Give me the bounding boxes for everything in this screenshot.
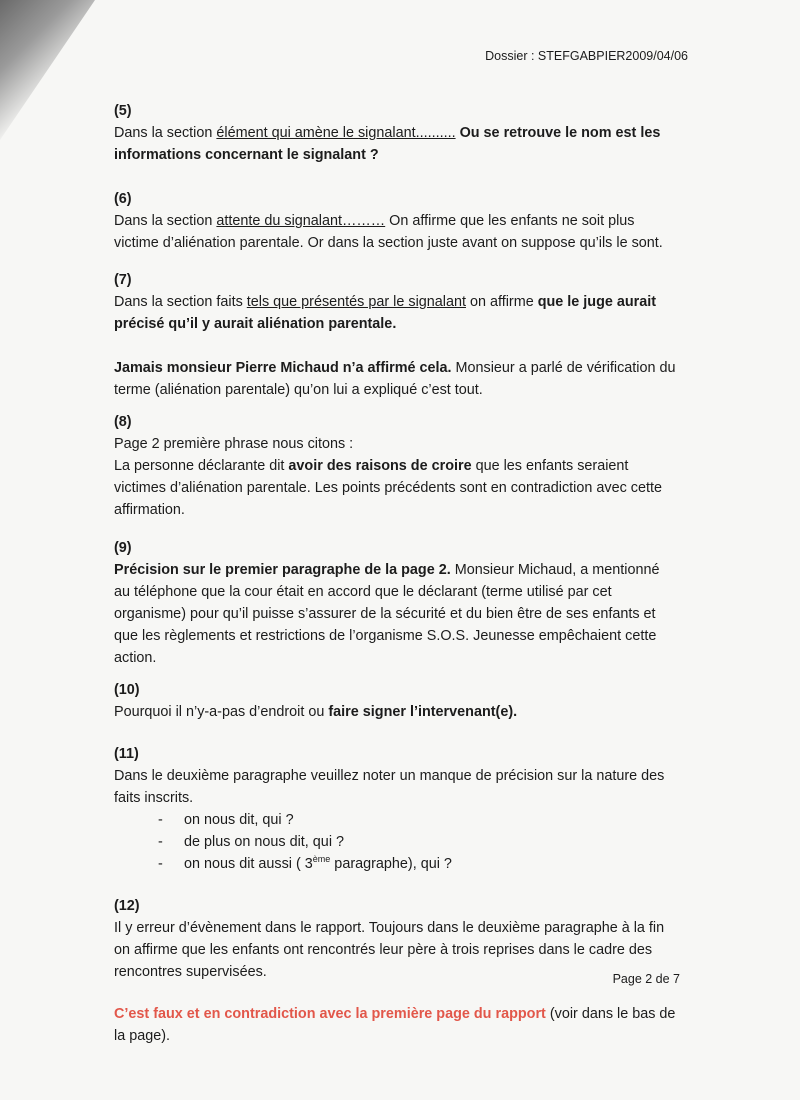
section-text xyxy=(114,455,676,521)
section-text xyxy=(114,122,676,166)
bold-span: Jamais monsieur Pierre Michaud n’a affirmé cela. xyxy=(114,360,452,376)
dossier-header: Dossier : STEFGABPIER2009/04/06 xyxy=(485,49,688,63)
section-text: Il y erreur d’évènement dans le rapport. Toujours dans le deuxième paragraphe à la fin on affirme que les enfants ont rencontrés leur père à trois reprises dans le cadre des rencontres supervisées. xyxy=(114,920,665,980)
folded-corner-shadow xyxy=(0,0,95,140)
paragraph-jamais xyxy=(114,357,676,401)
underlined-span: attente du signalant……… xyxy=(216,213,386,229)
superscript: ème xyxy=(312,854,331,865)
text-span: Dans la section xyxy=(114,125,217,141)
section-12 xyxy=(114,895,676,983)
red-bold-span: C’est faux et en contradiction avec la première page du rapport xyxy=(114,1006,546,1022)
section-6 xyxy=(114,188,676,254)
section-11 xyxy=(114,743,676,875)
section-number: (11) xyxy=(114,746,139,762)
section-line: Page 2 première phrase nous citons : xyxy=(114,436,354,452)
page-number: Page 2 de 7 xyxy=(612,972,680,986)
text-span: paragraphe), qui ? xyxy=(330,856,452,872)
text-span: On affirme que les enfants ne soit plus victime d’aliénation parentale. Or dans la section juste avant on suppose qu’ils le sont. xyxy=(114,213,663,251)
list-item: - de plus on nous dit, qui ? xyxy=(158,831,676,853)
text-span: que les enfants seraient victimes d’aliénation parentale. Les points précédents sont en contradiction avec cette affirmation. xyxy=(114,458,662,518)
section-text xyxy=(114,291,676,335)
section-number: (6) xyxy=(114,191,132,207)
text-span: Monsieur a parlé de vérification du terme (aliénation parentale) qu’on lui a expliqué c’est tout. xyxy=(114,360,676,398)
section-text xyxy=(114,210,676,254)
text-span: Pourquoi il n’y-a-pas d’endroit ou xyxy=(114,704,329,720)
text-span: Monsieur Michaud, a mentionné au téléphone que la cour était en accord que le déclarant (terme utilisé par cet organisme) pour qu’il puisse s’assurer de la sécurité et du bien être de ses enfants et que les règlements et restrictions de l’organisme S.O.S. Jeunesse empêchaient cette action. xyxy=(114,562,660,666)
text-span: (voir dans le bas de la page). xyxy=(114,1006,676,1044)
section-5 xyxy=(114,100,676,166)
section-text xyxy=(114,1003,676,1047)
section-number: (9) xyxy=(114,540,132,556)
question-list xyxy=(114,809,676,875)
section-number: (7) xyxy=(114,272,132,288)
bold-span: avoir des raisons de croire xyxy=(288,458,472,474)
section-9 xyxy=(114,537,676,669)
underlined-span: tels que présentés par le signalant xyxy=(246,294,466,310)
section-number: (10) xyxy=(114,682,140,698)
list-item xyxy=(158,853,676,875)
text-span: on nous dit aussi ( 3 xyxy=(184,856,313,872)
section-text xyxy=(114,701,676,723)
section-text xyxy=(114,357,676,401)
bold-span: Précision sur le premier paragraphe de la page 2. xyxy=(114,562,451,578)
section-7 xyxy=(114,269,676,335)
section-number: (12) xyxy=(114,898,140,914)
underlined-span: élément qui amène le signalant.......... xyxy=(216,125,456,141)
text-span: Dans la section faits xyxy=(114,294,247,310)
section-text xyxy=(114,559,676,669)
text-span: Dans la section xyxy=(114,213,217,229)
bold-span: que le juge aurait précisé qu’il y aurait aliénation parentale. xyxy=(114,294,657,332)
bold-span: Ou se retrouve le nom est les informations concernant le signalant ? xyxy=(114,125,661,163)
text-span: La personne déclarante dit xyxy=(114,458,289,474)
bold-span: faire signer l’intervenant(e). xyxy=(328,704,518,720)
section-8 xyxy=(114,411,676,521)
list-item: - on nous dit, qui ? xyxy=(158,809,676,831)
section-10 xyxy=(114,679,676,723)
text-span: on affirme xyxy=(465,294,538,310)
conclusion-paragraph xyxy=(114,1003,676,1047)
section-text: Dans le deuxième paragraphe veuillez noter un manque de précision sur la nature des faits inscrits. xyxy=(114,768,665,806)
section-number: (8) xyxy=(114,414,132,430)
section-number: (5) xyxy=(114,103,132,119)
document-body xyxy=(114,100,676,1060)
